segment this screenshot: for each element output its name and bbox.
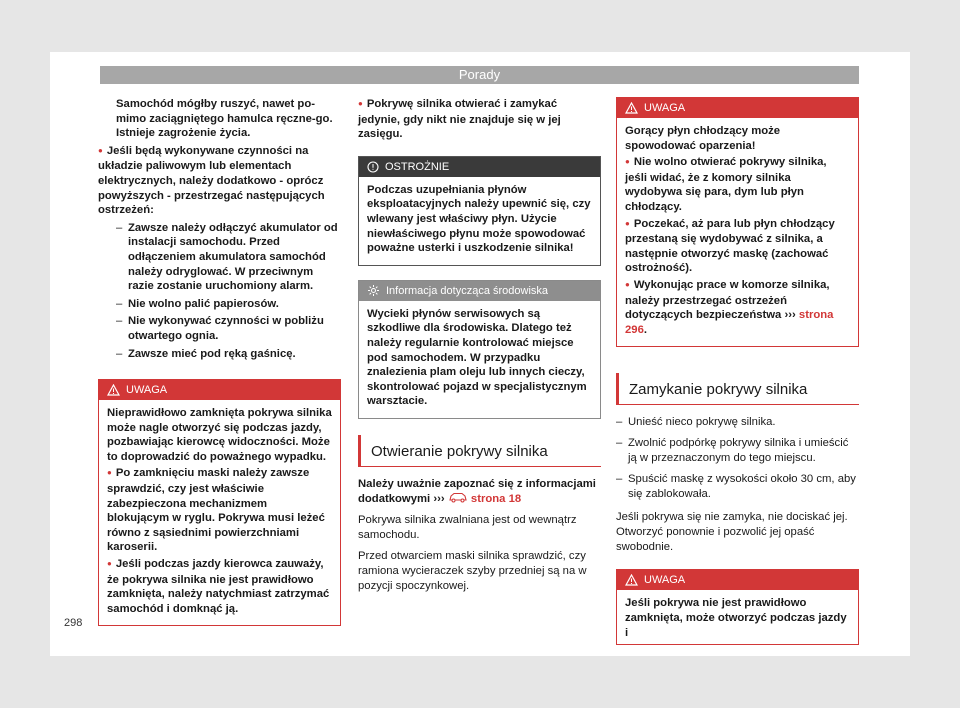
bullet-hood: ● Pokrywę silnika otwierać i zamykać jedynie, gdy nikt nie znajduje się w jej zasięgu. <box>358 97 601 142</box>
reference-note: Należy uważnie zapoznać się z informacjami dodatkowymi ››› strona 18 <box>358 477 596 505</box>
page-header: Porady <box>100 66 859 84</box>
warning-text: Gorący płyn chłodzący może spowodować oparzenia! <box>625 125 781 152</box>
warning-header: UWAGA <box>99 380 340 400</box>
environment-icon <box>367 284 380 297</box>
warning-box <box>98 379 341 626</box>
column-2 <box>358 97 601 600</box>
dash-item: – Nie wolno palić papierosów. <box>98 297 341 312</box>
warning-triangle-icon <box>625 574 638 586</box>
warning-bullet: ● Jeśli podczas jazdy kierowca zauważy, że pokrywa silnika nie jest prawidłowo zamknięta, należy natychmiast zatrzymać samochód i domknąć ją. <box>107 557 332 616</box>
environment-box <box>358 280 601 419</box>
warning-bullet: ● Nie wolno otwierać pokrywy silnika, jeśli widać, że z komory silnika wydobywa się para, dym lub płyn chłodzący. <box>625 155 850 214</box>
warning-bullet: ● Po zamknięciu maski należy zawsze sprawdzić, czy jest właściwie zabezpieczona mechanizmem blokującym w ryglu. Pokrywa musi leżeć równo z sąsiednimi powierzchniami karoserii. <box>107 466 332 555</box>
warning-triangle-icon <box>107 384 120 396</box>
environment-text: Wycieki płynów serwisowych są szkodliwe dla środowiska. Dlatego też należy regularnie kontrolować miejsce pod samochodem. W przypadku znalezienia plam oleju lub innych cieczy, skontrolować pojazd w specjalistycznym warsztacie. <box>367 307 587 408</box>
bullet-fuel: ● Jeśli będą wykonywane czynności na układzie paliwowym lub elementach elektrycznych, należy dodatkowo - oprócz powyższych - przestrzegać następujących ostrzeżeń: <box>98 144 341 218</box>
caution-icon <box>367 161 379 173</box>
step-item: – Zwolnić podpórkę pokrywy silnika i umieścić ją w przeznaczonym do tego miejscu. <box>616 436 859 466</box>
dash-item: – Nie wykonywać czynności w pobliżu otwartego ognia. <box>98 314 341 343</box>
paragraph: Przed otwarciem maski silnika sprawdzić, czy ramiona wycieraczek szyby przedniej są na w pozycji spoczynkowej. <box>358 549 587 592</box>
column-1 <box>98 97 341 636</box>
caution-header: OSTROŻNIE <box>359 157 600 177</box>
warning-bullet: ● Poczekać, aż para lub płyn chłodzący przestaną się wydobywać z silnika, a następnie otworzyć maskę (zachować ostrożność). <box>625 217 850 276</box>
paragraph: Jeśli pokrywa się nie zamyka, nie dociskać jej. Otworzyć ponownie i pozwolić jej opaść swobodnie. <box>616 511 848 554</box>
section-title-open: Otwieranie pokrywy silnika <box>358 435 601 467</box>
warning-text: Nieprawidłowo zamknięta pokrywa silnika może nagle otworzyć się podczas jazdy, pozbawiając kierowcę widoczności. Może to doprowadzić do poważnego wypadku. <box>107 407 332 463</box>
page-link[interactable]: strona 18 <box>470 492 522 505</box>
warning-text: Jeśli pokrywa nie jest prawidłowo zamknięta, może otworzyć podczas jazdy i <box>625 597 847 639</box>
step-item: – Unieść nieco pokrywę silnika. <box>616 415 859 430</box>
caution-box <box>358 156 601 266</box>
warning-bullet: ● Wykonując prace w komorze silnika, należy przestrzegać ostrzeżeń dotyczących bezpieczeństwa ››› strona 296. <box>625 278 850 337</box>
dash-item: – Zawsze należy odłączyć akumulator od instalacji samochodu. Przed odłączeniem akumulatora samochód należy odryglować. W przeciwnym razie zostanie uruchomiony alarm. <box>98 221 341 294</box>
warning-header: UWAGA <box>617 98 858 118</box>
warning-box-coolant <box>616 97 859 347</box>
warning-box-closing <box>616 569 859 645</box>
car-icon <box>448 492 468 503</box>
warning-header: UWAGA <box>617 570 858 590</box>
caution-text: Podczas uzupełniania płynów eksploatacyjnych należy upewnić się, czy wlewany jest właściwy płyn. Użycie niewłaściwego płynu może spowodować poważne usterki i uszkodzenie silnika! <box>367 183 591 255</box>
page-link[interactable]: strona 296 <box>625 309 834 336</box>
page-number: 298 <box>64 617 83 629</box>
section-title-close: Zamykanie pokrywy silnika <box>616 373 859 405</box>
intro-text: Samochód mógłby ruszyć, nawet po-mimo zaciągniętego hamulca ręczne-go. Istnieje zagrożenie życia. <box>116 98 333 140</box>
dash-item: – Zawsze mieć pod ręką gaśnicę. <box>98 347 341 362</box>
warning-triangle-icon <box>625 102 638 114</box>
paragraph: Pokrywa silnika zwalniana jest od wewnątrz samochodu. <box>358 513 577 541</box>
environment-header: Informacja dotycząca środowiska <box>359 281 600 301</box>
column-3 <box>616 97 859 655</box>
step-item: – Spuścić maskę z wysokości około 30 cm, aby się zablokowała. <box>616 472 859 502</box>
